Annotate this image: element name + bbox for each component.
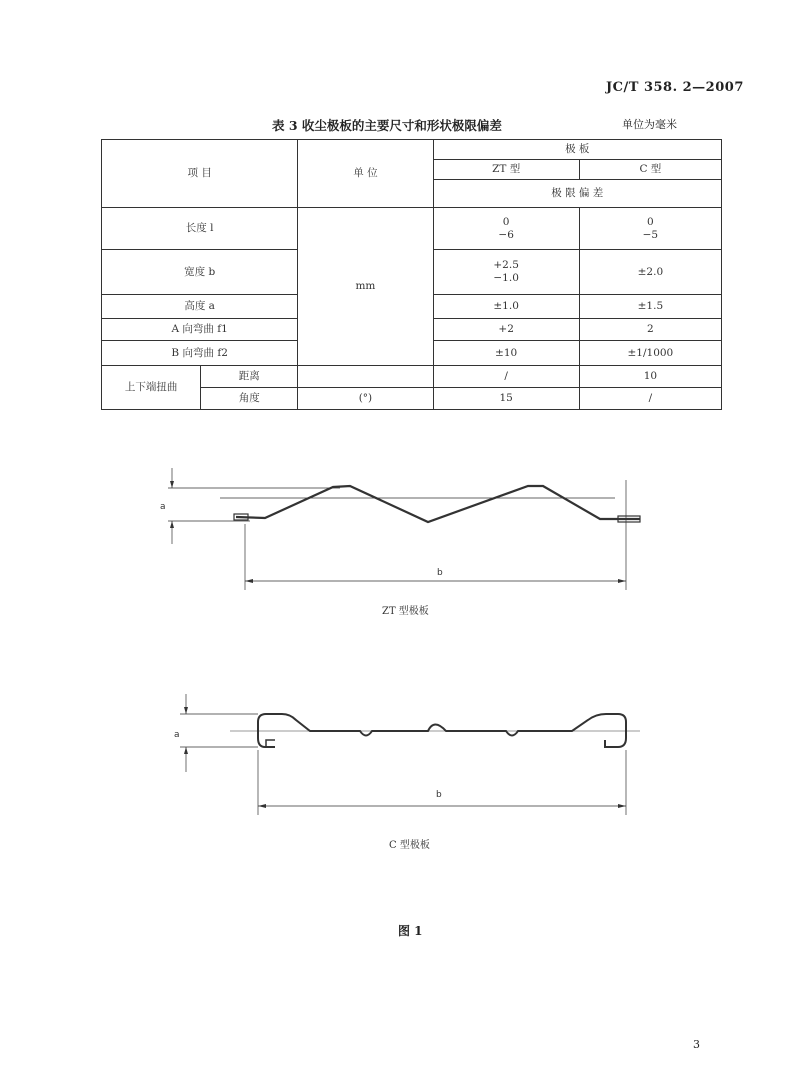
c-caption: C 型极板 (389, 840, 430, 851)
row-height-c: ±1.5 (579, 295, 721, 319)
zt-caption: ZT 型极板 (382, 606, 429, 617)
c-dim-a: a (174, 730, 180, 740)
c-dim-b: b (436, 790, 442, 800)
row-distance-label: 距离 (201, 366, 298, 388)
row-length-c: 0 −5 (579, 208, 721, 250)
row-distance-c: 10 (579, 366, 721, 388)
zt-dim-b: b (437, 568, 443, 578)
unit-note: 单位为毫米 (622, 118, 677, 131)
row-width-zt: +2.5 −1.0 (433, 250, 579, 295)
row-b-bend-label: B 向弯曲 f2 (102, 341, 298, 366)
row-length-zt: 0 −6 (433, 208, 579, 250)
row-end-bend-label: 上下端扭曲 (102, 366, 201, 410)
header-plate-type: 极 板 (433, 140, 721, 160)
row-a-bend-c: 2 (579, 319, 721, 341)
zt-dim-a: a (160, 502, 166, 512)
row-b-bend-c: ±1/1000 (579, 341, 721, 366)
header-unit: 单 位 (298, 140, 433, 208)
header-item: 项 目 (102, 140, 298, 208)
figure-title: 图 1 (398, 924, 423, 938)
row-angle-unit: (°) (298, 388, 433, 410)
header-zt: ZT 型 (433, 160, 579, 180)
page-number: 3 (693, 1038, 700, 1051)
spec-table (101, 139, 722, 410)
row-height-label: 高度 a (102, 295, 298, 319)
row-a-bend-label: A 向弯曲 f1 (102, 319, 298, 341)
row-angle-label: 角度 (201, 388, 298, 410)
row-distance-unit (298, 366, 433, 388)
row-width-label: 宽度 b (102, 250, 298, 295)
row-distance-zt: / (433, 366, 579, 388)
row-height-zt: ±1.0 (433, 295, 579, 319)
standard-code: JC/T 358. 2—2007 (606, 80, 744, 95)
row-a-bend-zt: +2 (433, 319, 579, 341)
header-deviation: 极 限 偏 差 (433, 180, 721, 208)
c-plate-drawing (0, 680, 800, 830)
row-angle-c: / (579, 388, 721, 410)
row-width-c: ±2.0 (579, 250, 721, 295)
row-length-label: 长度 l (102, 208, 298, 250)
row-angle-zt: 15 (433, 388, 579, 410)
common-unit: mm (298, 208, 433, 366)
header-c: C 型 (579, 160, 721, 180)
table-title: 表 3 收尘极板的主要尺寸和形状极限偏差 (272, 118, 502, 133)
row-b-bend-zt: ±10 (433, 341, 579, 366)
